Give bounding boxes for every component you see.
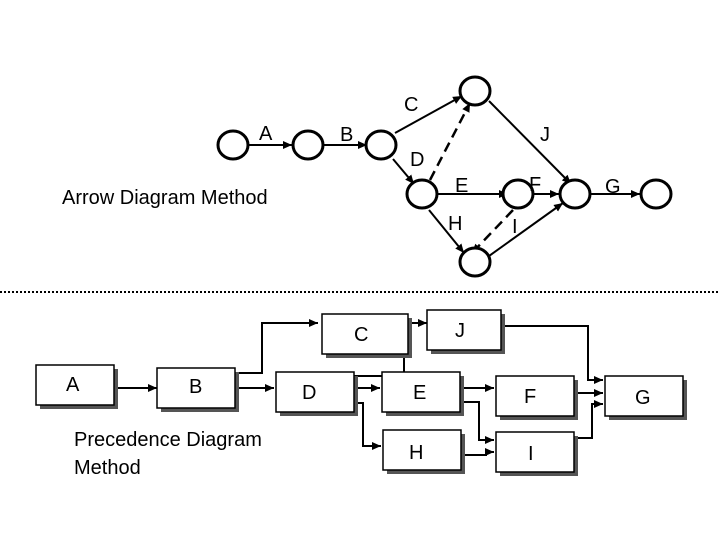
prec-link-D-H: [354, 403, 381, 446]
arrow-label-I: I: [512, 216, 518, 238]
arrow-diagram-title: Arrow Diagram Method: [62, 187, 268, 209]
prec-link-I-G: [574, 404, 603, 438]
arrow-label-A: A: [259, 123, 273, 145]
event-node-5: [407, 180, 437, 208]
prec-box-I: [496, 432, 578, 476]
prec-link-E-I: [460, 402, 494, 440]
event-node-2: [293, 131, 323, 159]
arrow-edge-dummy-1: [430, 103, 470, 180]
prec-label-I: I: [528, 443, 534, 465]
precedence-diagram-title-line2: Method: [74, 457, 141, 479]
arrow-edge-dummy-2: [472, 210, 513, 253]
event-node-4: [460, 77, 490, 105]
arrow-label-F: F: [529, 174, 542, 196]
prec-label-C: C: [354, 324, 369, 346]
prec-box-H: [383, 430, 465, 474]
arrow-label-C: C: [404, 94, 419, 116]
prec-label-J: J: [455, 320, 465, 342]
precedence-diagram-title-line1: Precedence Diagram: [74, 429, 262, 451]
prec-link-J-G: [502, 326, 603, 380]
arrow-label-B: B: [340, 124, 354, 146]
event-node-1: [218, 131, 248, 159]
arrow-label-H: H: [448, 213, 463, 235]
event-node-7: [560, 180, 590, 208]
prec-link-H-I: [463, 452, 494, 455]
event-node-3: [366, 131, 396, 159]
prec-box-D: [276, 372, 358, 416]
prec-label-H: H: [409, 442, 424, 464]
prec-box-F: [496, 376, 578, 420]
precedence-diagram: [36, 310, 687, 479]
arrow-edge-I: [489, 203, 563, 256]
arrow-label-D: D: [410, 149, 425, 171]
arrow-label-G: G: [605, 176, 621, 198]
prec-link-B-C: [237, 323, 318, 373]
event-node-8: [641, 180, 671, 208]
event-node-9: [460, 248, 490, 276]
arrow-label-J: J: [540, 124, 550, 146]
arrow-label-E: E: [455, 175, 469, 197]
prec-label-F: F: [524, 386, 537, 408]
arrow-edge-J: [489, 101, 571, 184]
prec-label-D: D: [302, 382, 317, 404]
prec-label-E: E: [413, 382, 427, 404]
arrow-diagram: [62, 77, 671, 276]
prec-label-B: B: [189, 376, 203, 398]
prec-label-A: A: [66, 374, 80, 396]
prec-label-G: G: [635, 387, 651, 409]
prec-box-J: [427, 310, 505, 354]
